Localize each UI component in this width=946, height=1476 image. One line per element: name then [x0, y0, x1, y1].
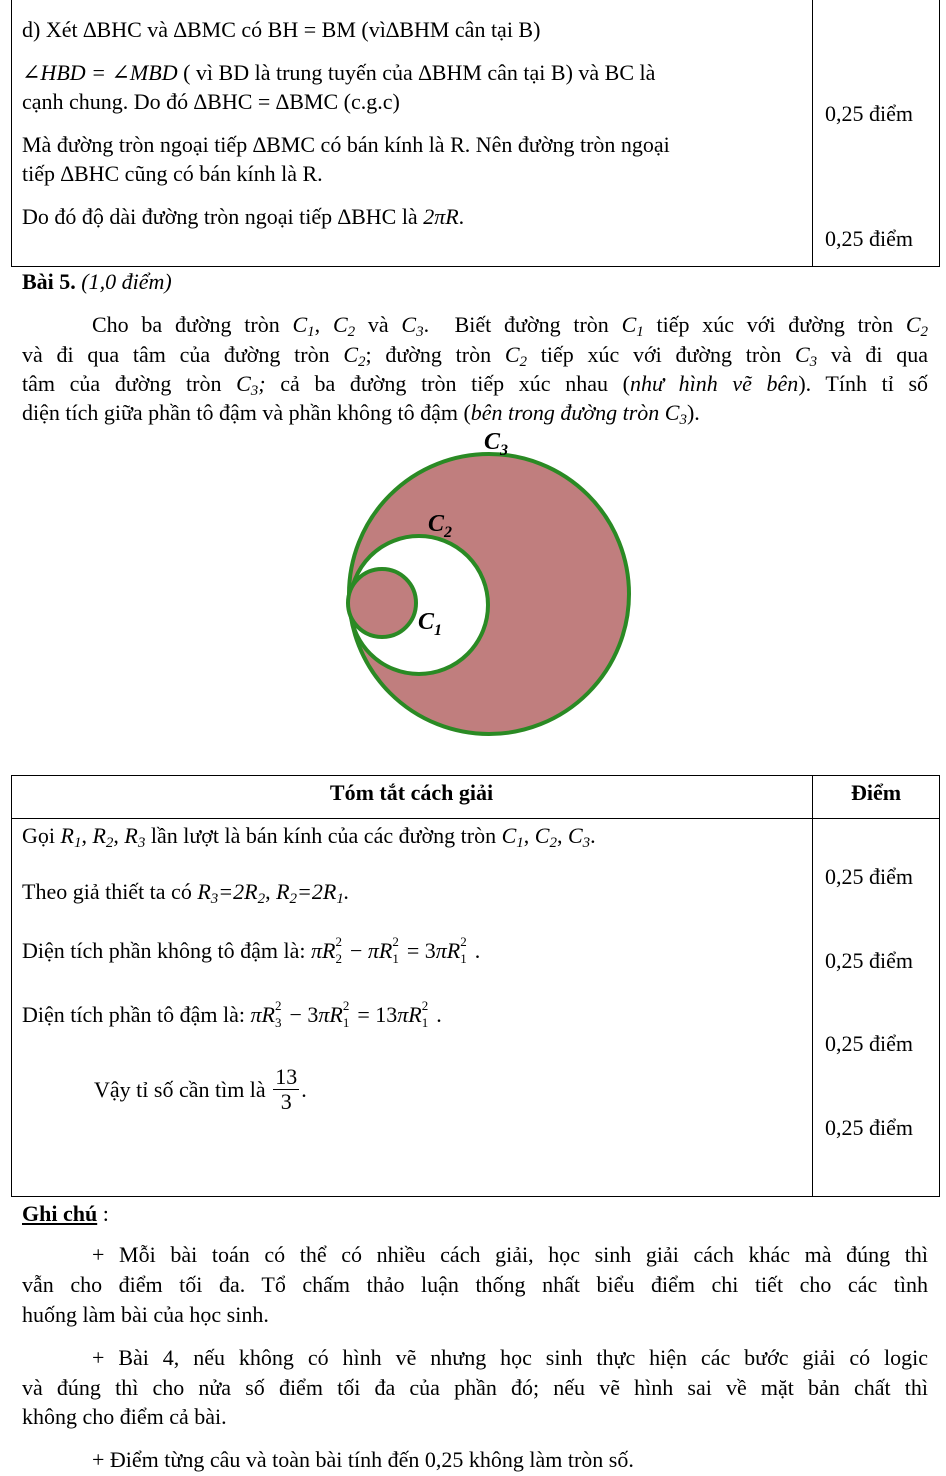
problem-5-title: Bài 5. — [22, 269, 76, 294]
solution-row-5 — [94, 1062, 307, 1118]
problem-5-points: (1,0 điểm) — [81, 269, 172, 294]
solution-score-1: 0,25 điểm — [825, 864, 913, 889]
problem-5-paragraph-line-4: diện tích giữa phần tô đậm và phần không tô đậm (bên trong đường tròn $C_3$). — [22, 400, 700, 428]
part-d-line-6 — [22, 203, 464, 231]
score-header: Điểm — [850, 780, 902, 805]
solution-table-divider — [812, 775, 813, 1197]
problem-5-paragraph-line-1: Cho ba đường tròn $C_1$, $C_2$ và $C_3$. Biết đường tròn $C_1$ tiếp xúc với đường tròn $C_2$ — [92, 312, 929, 340]
ratio-end: . — [301, 1077, 307, 1102]
ratio-denominator: 3 — [280, 1089, 292, 1115]
ratio-text: Vậy tỉ số cần tìm là — [94, 1077, 272, 1102]
solution-row-2: Theo giả thiết ta có $R_3=2R_2$, $R_2=2R_1$. — [22, 879, 350, 907]
part-d-line-5: tiếp ∆BHC cũng có bán kính là R. — [22, 161, 323, 186]
top-score-2: 0,25 điểm — [825, 226, 913, 251]
solution-row-3: Diện tích phần không tô đậm là: πR 2 2 − πR 2 1 = 3πR 2 1 . — [22, 934, 481, 966]
notes-title: Ghi chú — [22, 1201, 98, 1226]
part-d-line-4: Mà đường tròn ngoại tiếp ∆BMC có bán kính là R. Nên đường tròn ngoại — [22, 132, 670, 157]
circumference-formula: 2πR — [423, 204, 459, 229]
top-table-divider — [812, 0, 813, 267]
note-1-line-1: + Mỗi bài toán có thể có nhiều cách giải, học sinh giải cách khác mà đúng thì — [92, 1242, 928, 1267]
part-d-line-2 — [22, 59, 655, 87]
solution-score-3: 0,25 điểm — [825, 1031, 913, 1056]
ratio-fraction — [273, 1065, 299, 1114]
part-d-line-2-text: ( vì BD là trung tuyến của ∆BHM cân tại B) và BC là — [177, 60, 656, 85]
solution-score-2: 0,25 điểm — [825, 948, 913, 973]
solution-score-4: 0,25 điểm — [825, 1115, 913, 1140]
label-c2: $C_2$ — [428, 511, 453, 541]
part-d-line-3: cạnh chung. Do đó ∆BHC = ∆BMC (c.g.c) — [22, 89, 400, 114]
solution-header-separator — [11, 818, 940, 819]
ratio-numerator: 13 — [275, 1064, 298, 1090]
solution-row-1: Gọi $R_1$, $R_2$, $R_3$ lần lượt là bán kính của các đường tròn $C_1$, $C_2$, $C_3$. — [22, 823, 596, 851]
part-d-line-6-end: . — [458, 204, 465, 229]
notes-colon: : — [97, 1201, 109, 1226]
circle-c1 — [348, 569, 416, 637]
note-2-line-2: và đúng thì cho nửa số điểm tối đa của phần đó; nếu vẽ hình sai về mặt bản chất thì — [22, 1375, 928, 1400]
solution-header: Tóm tắt cách giải — [329, 780, 494, 805]
circles-figure — [330, 425, 650, 755]
label-c1: $C_1$ — [418, 609, 443, 639]
notes-heading — [22, 1200, 109, 1228]
note-3: + Điểm từng câu và toàn bài tính đến 0,25 không làm tròn số. — [92, 1447, 634, 1472]
part-d-line-1: d) Xét ∆BHC và ∆BMC có BH = BM (vì∆BHM cân tại B) — [22, 17, 541, 42]
problem-5-paragraph-line-2: và đi qua tâm của đường tròn $C_2$; đường tròn $C_2$ tiếp xúc với đường tròn $C_3$ và đi qua — [22, 342, 929, 370]
top-score-1: 0,25 điểm — [825, 101, 913, 126]
note-1-line-3: huống làm bài của học sinh. — [22, 1302, 269, 1327]
problem-5-paragraph-line-3: tâm của đường tròn $C_3$; cả ba đường tròn tiếp xúc nhau (như hình vẽ bên). Tính tỉ số — [22, 371, 929, 399]
solution-row-4: Diện tích phần tô đậm là: πR 2 3 − 3πR 2 1 = 13πR 2 1 . — [22, 998, 442, 1030]
part-d-line-6-text: Do đó độ dài đường tròn ngoại tiếp ∆BHC là — [22, 204, 424, 229]
angle-equality: ∠HBD = ∠MBD — [22, 60, 178, 85]
label-c3: $C_3$ — [484, 429, 509, 459]
note-2-line-1: + Bài 4, nếu không có hình vẽ nhưng học sinh thực hiện các bước giải có logic — [92, 1345, 928, 1370]
problem-5-heading — [22, 268, 172, 296]
note-2-line-3: không cho điểm cả bài. — [22, 1404, 227, 1429]
note-1-line-2: vẫn cho điểm tối đa. Tổ chấm thảo luận thống nhất biểu điểm chi tiết cho các tình — [22, 1272, 928, 1297]
